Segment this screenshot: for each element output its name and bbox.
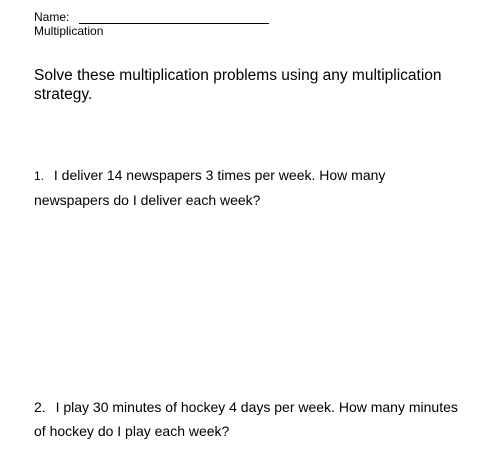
problem-1 — [34, 163, 464, 212]
problem-2 — [34, 395, 464, 443]
name-blank-line — [79, 11, 269, 24]
problem-text: I deliver 14 newspapers 3 times per week. How many newspapers do I deliver each week? — [34, 167, 386, 208]
name-label: Name: — [34, 10, 70, 24]
subject-title: Multiplication — [34, 24, 104, 38]
problem-text: I play 30 minutes of hockey 4 days per week. How many minutes of hockey do I play each week? — [34, 399, 458, 439]
instructions-text: Solve these multiplication problems using any multiplication strategy. — [34, 67, 442, 103]
problem-number: 1. — [34, 169, 45, 183]
name-field — [34, 10, 269, 24]
problem-number: 2. — [34, 399, 46, 415]
